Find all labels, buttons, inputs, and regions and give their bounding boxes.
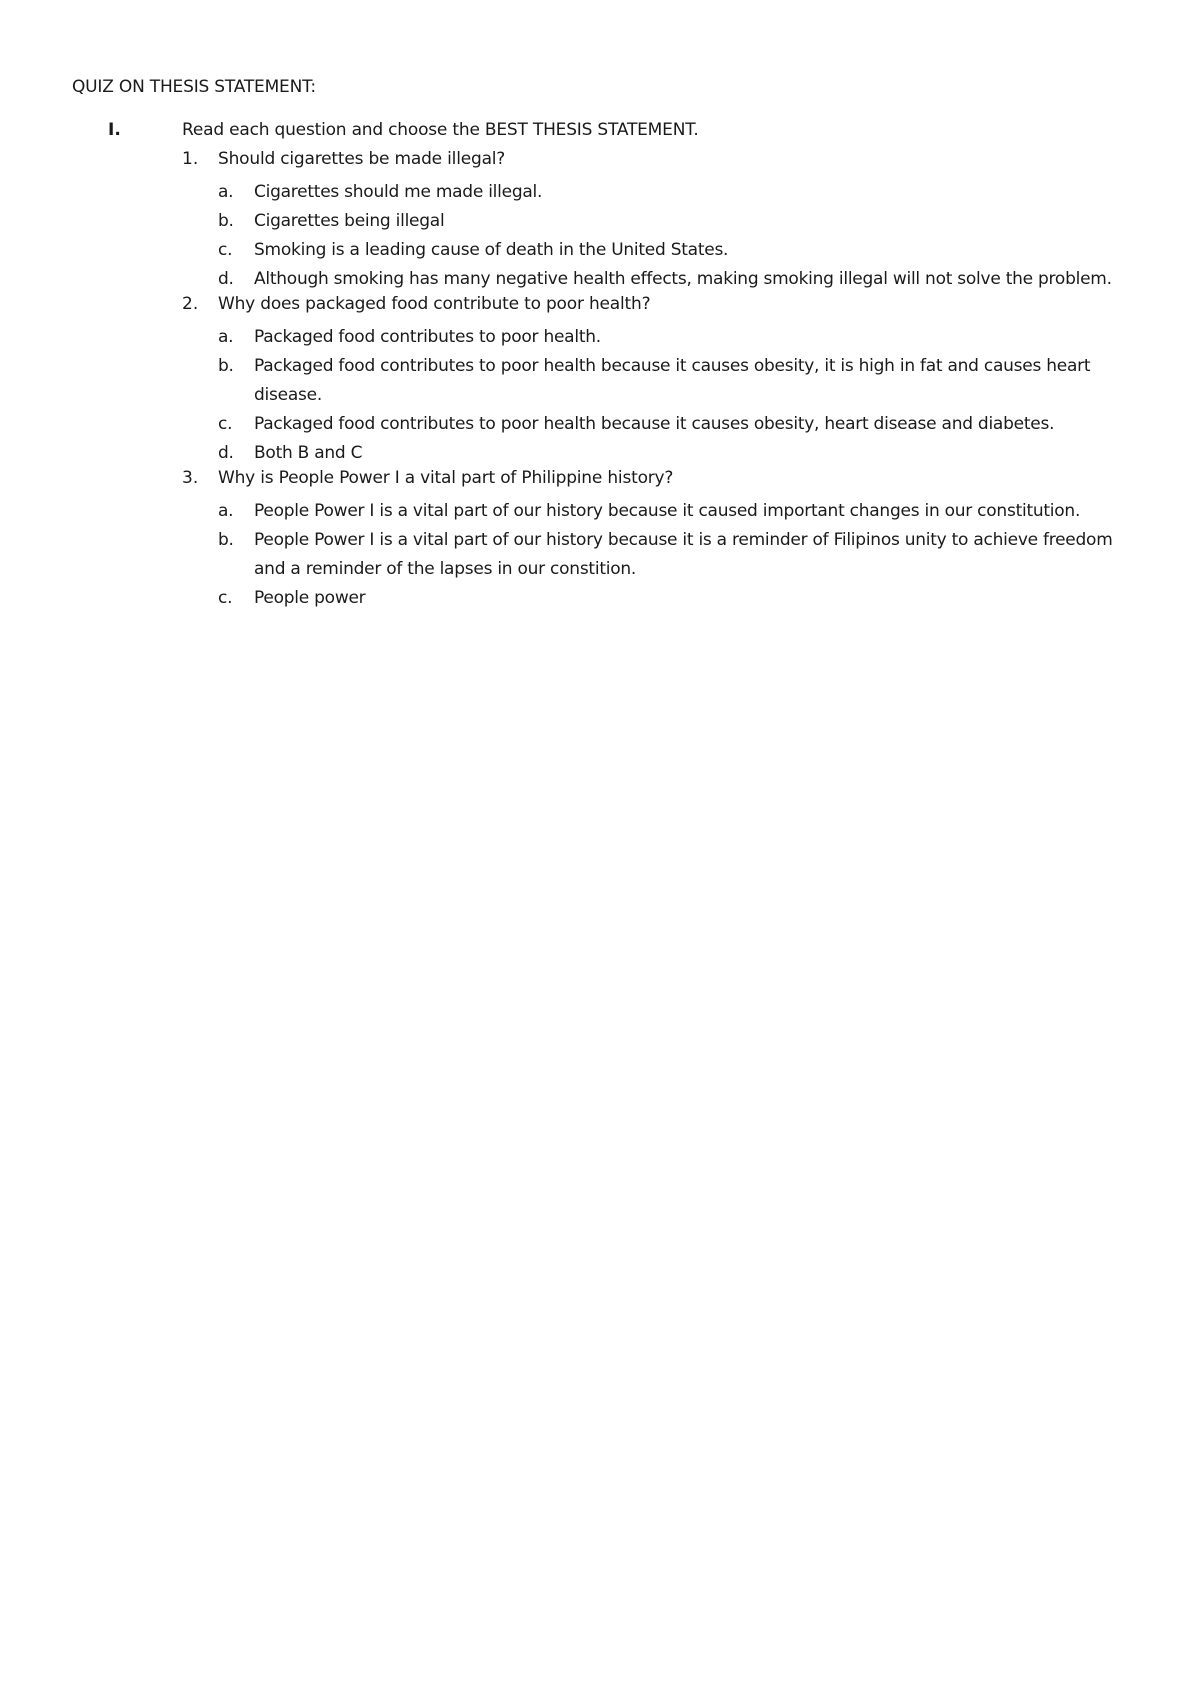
option-text: Cigarettes being illegal bbox=[254, 211, 445, 231]
question-row bbox=[0, 149, 1200, 178]
option-item bbox=[0, 323, 1124, 352]
question-row bbox=[0, 294, 1200, 323]
option-text: Smoking is a leading cause of death in the United States. bbox=[254, 240, 729, 260]
option-item bbox=[0, 497, 1124, 526]
option-item bbox=[0, 265, 1124, 294]
question-number: 1. bbox=[182, 149, 199, 169]
option-letter: b. bbox=[218, 211, 234, 231]
option-letter: b. bbox=[218, 530, 234, 550]
option-letter: c. bbox=[218, 588, 233, 608]
question-1 bbox=[0, 149, 1200, 294]
option-item bbox=[0, 207, 1124, 236]
question-2 bbox=[0, 294, 1200, 468]
section-header bbox=[0, 120, 1200, 149]
option-item bbox=[0, 236, 1124, 265]
option-text: Although smoking has many negative health effects, making smoking illegal will not solve the problem. bbox=[254, 269, 1112, 289]
option-letter: a. bbox=[218, 327, 234, 347]
option-letter: c. bbox=[218, 414, 233, 434]
option-text: Packaged food contributes to poor health. bbox=[254, 327, 601, 347]
question-3 bbox=[0, 468, 1200, 613]
option-item bbox=[0, 439, 1124, 468]
option-text: Cigarettes should me made illegal. bbox=[254, 182, 543, 202]
option-letter: b. bbox=[218, 356, 234, 376]
option-letter: c. bbox=[218, 240, 233, 260]
option-text: Both B and C bbox=[254, 443, 363, 463]
option-item bbox=[0, 526, 1124, 584]
option-letter: d. bbox=[218, 443, 234, 463]
option-letter: a. bbox=[218, 182, 234, 202]
question-number: 2. bbox=[182, 294, 199, 314]
option-text: People power bbox=[254, 588, 366, 608]
option-text: Packaged food contributes to poor health because it causes obesity, it is high in fat and causes heart disease. bbox=[254, 356, 1091, 405]
section-instruction: Read each question and choose the BEST THESIS STATEMENT. bbox=[182, 120, 699, 140]
question-number: 3. bbox=[182, 468, 199, 488]
question-text: Why is People Power I a vital part of Philippine history? bbox=[218, 468, 674, 488]
question-text: Should cigarettes be made illegal? bbox=[218, 149, 506, 169]
option-item bbox=[0, 352, 1124, 410]
quiz-section bbox=[0, 120, 1200, 613]
question-text: Why does packaged food contribute to poor health? bbox=[218, 294, 651, 314]
question-row bbox=[0, 468, 1200, 497]
option-text: Packaged food contributes to poor health because it causes obesity, heart disease and diabetes. bbox=[254, 414, 1055, 434]
option-letter: a. bbox=[218, 501, 234, 521]
option-item bbox=[0, 178, 1124, 207]
option-text: People Power I is a vital part of our history because it is a reminder of Filipinos unity to achieve freedom and a reminder of the lapses in our constition. bbox=[254, 530, 1113, 579]
section-number: I. bbox=[108, 120, 121, 140]
option-item bbox=[0, 584, 1124, 613]
option-text: People Power I is a vital part of our history because it caused important changes in our constitution. bbox=[254, 501, 1081, 521]
option-item bbox=[0, 410, 1124, 439]
option-letter: d. bbox=[218, 269, 234, 289]
quiz-title: QUIZ ON THESIS STATEMENT: bbox=[72, 77, 316, 97]
